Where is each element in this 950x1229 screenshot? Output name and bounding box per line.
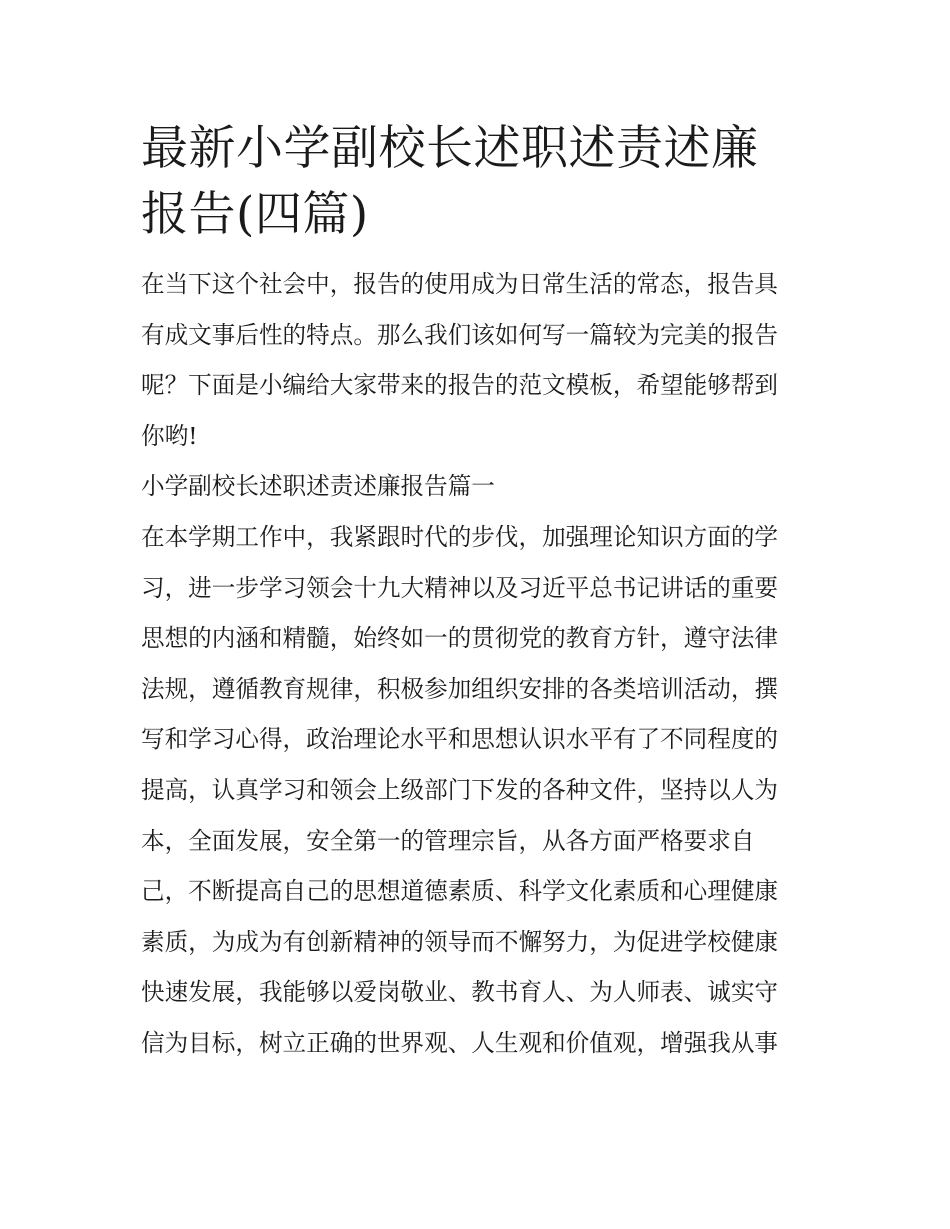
intro-line: 你哟! xyxy=(141,421,198,450)
intro-line: 呢？下面是小编给大家带来的报告的范文模板，希望能够帮到 xyxy=(141,371,779,400)
intro-paragraph xyxy=(141,259,813,461)
title-line: 最新小学副校长述职述责述廉 xyxy=(141,121,759,176)
section-heading: 小学副校长述职述责述廉报告篇一 xyxy=(141,472,495,501)
body-line: 思想的内涵和精髓，始终如一的贯彻党的教育方针，遵守法律 xyxy=(141,624,779,653)
body-line: 己，不断提高自己的思想道德素质、科学文化素质和心理健康 xyxy=(141,877,779,906)
section-paragraph xyxy=(141,512,813,1069)
body-line: 本，全面发展，安全第一的管理宗旨，从各方面严格要求自 xyxy=(141,826,755,855)
body-line: 在本学期工作中，我紧跟时代的步伐，加强理论知识方面的学 xyxy=(141,522,779,551)
document-content xyxy=(141,116,813,1069)
intro-line: 在当下这个社会中，报告的使用成为日常生活的常态，报告具 xyxy=(141,270,779,298)
body-line: 提高，认真学习和领会上级部门下发的各种文件，坚持以人为 xyxy=(141,775,779,804)
body-line: 素质，为成为有创新精神的领导而不懈努力，为促进学校健康 xyxy=(141,927,779,956)
body-line: 信为目标，树立正确的世界观、人生观和价值观，增强我从事 xyxy=(141,1028,779,1057)
body-line: 快速发展，我能够以爱岗敬业、教书育人、为人师表、诚实守 xyxy=(141,978,779,1007)
title-line: 报告(四篇) xyxy=(141,187,369,242)
body-line: 写和学习心得，政治理论水平和思想认识水平有了不同程度的 xyxy=(141,725,779,754)
intro-line: 有成文事后性的特点。那么我们该如何写一篇较为完美的报告 xyxy=(141,320,779,349)
body-line: 习，进一步学习领会十九大精神以及习近平总书记讲话的重要 xyxy=(141,573,779,602)
body-line: 法规，遵循教育规律，积极参加组织安排的各类培训活动，撰 xyxy=(141,674,779,703)
document-title xyxy=(141,116,813,248)
